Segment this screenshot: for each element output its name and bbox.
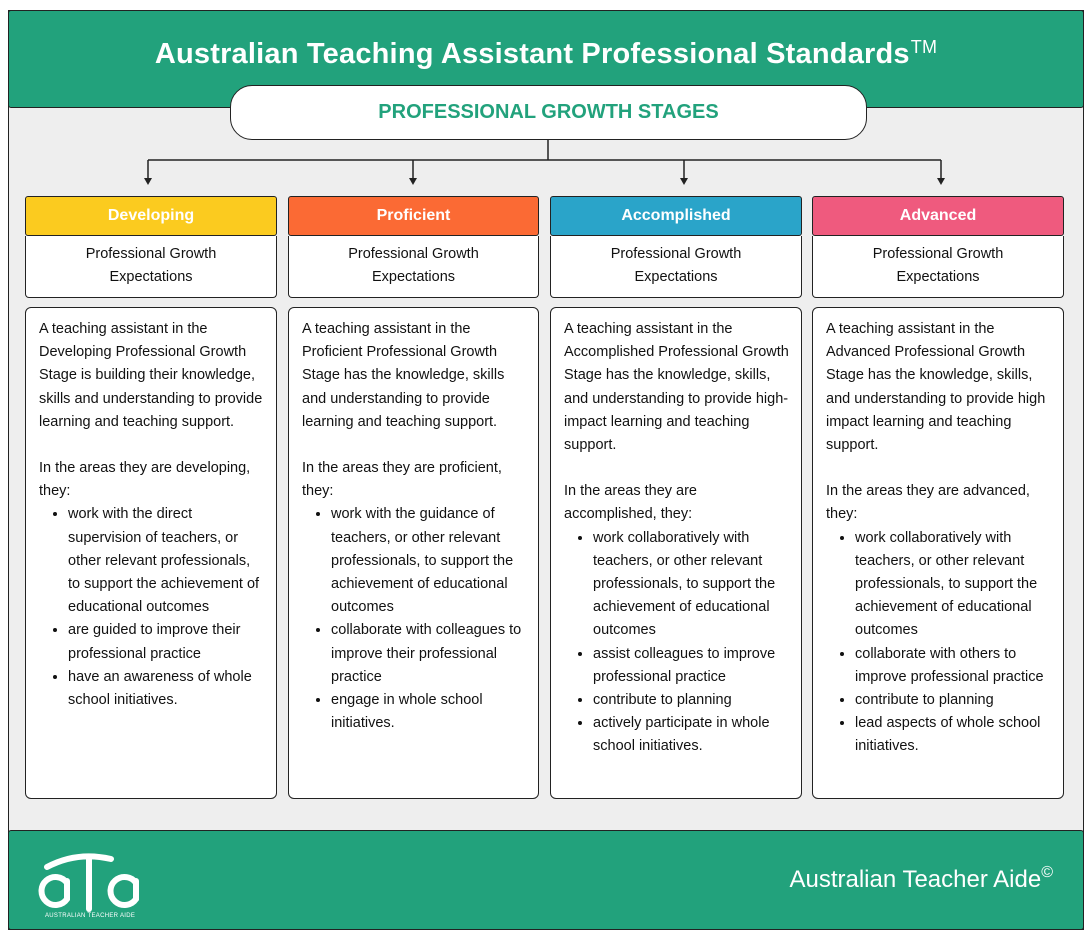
trademark-symbol: TM	[910, 37, 938, 57]
list-item: • engage in whole school initiatives.	[331, 689, 526, 735]
subtitle-line: Expectations	[896, 269, 980, 285]
subtitle-line: Professional Growth	[610, 246, 742, 262]
ata-logo-icon	[37, 853, 152, 915]
stage-name: Accomplished	[621, 207, 731, 224]
stage-bullets	[39, 503, 264, 712]
list-item: • contribute to planning	[855, 689, 1051, 712]
list-item: • work collaboratively with teachers, or other relevant professionals, to support the achievement of educational outcomes	[855, 527, 1051, 643]
subtitle-line: Professional Growth	[872, 246, 1004, 262]
stage-header-advanced	[812, 196, 1064, 236]
list-item: • work with the guidance of teachers, or other relevant professionals, to support the achievement of educational outcomes	[331, 503, 526, 619]
growth-stages-label: PROFESSIONAL GROWTH STAGES	[378, 101, 719, 123]
stage-header-accomplished	[550, 196, 802, 236]
list-item: • contribute to planning	[593, 689, 789, 712]
list-item: • assist colleagues to improve professional practice	[593, 643, 789, 689]
list-item: • are guided to improve their professional practice	[68, 619, 264, 665]
stage-bullets	[302, 503, 526, 735]
subtitle-line: Expectations	[371, 269, 456, 285]
list-item: • collaborate with others to improve professional practice	[855, 643, 1051, 689]
stage-name: Proficient	[376, 207, 451, 224]
logo-subtext: AUSTRALIAN TEACHER AIDE	[45, 913, 136, 919]
subtitle-line: Expectations	[634, 269, 718, 285]
arrow-down-icon	[144, 178, 152, 185]
list-item: • actively participate in whole school initiatives.	[593, 712, 789, 758]
stage-body-developing	[25, 307, 277, 799]
list-item: • have an awareness of whole school initiatives.	[68, 666, 264, 712]
footer-bar	[8, 830, 1084, 930]
stage-intro: A teaching assistant in the Accomplished Professional Growth Stage has the knowledge, skills, and understanding to provide high-impact learning and teaching support.	[564, 321, 789, 454]
copyright-symbol: ©	[1041, 864, 1053, 881]
stage-subtitle-advanced	[812, 236, 1064, 298]
stage-body-accomplished	[550, 307, 802, 799]
stage-subtitle-accomplished	[550, 236, 802, 298]
stage-lead: In the areas they are advanced, they:	[826, 483, 1030, 523]
list-item: • work collaboratively with teachers, or other relevant professionals, to support the achievement of educational outcomes	[593, 527, 789, 643]
subtitle-line: Professional Growth	[348, 246, 479, 262]
stage-header-proficient	[288, 196, 539, 236]
stage-name: Advanced	[899, 207, 977, 224]
stage-body-advanced	[812, 307, 1064, 799]
list-item: • collaborate with colleagues to improve their professional practice	[331, 619, 526, 689]
subtitle-line: Professional Growth	[85, 246, 217, 262]
stage-body-proficient	[288, 307, 539, 799]
brand-name: Australian Teacher Aide©	[789, 864, 1053, 893]
stage-lead: In the areas they are proficient, they:	[302, 460, 502, 500]
arrow-down-icon	[937, 178, 945, 185]
stage-subtitle-proficient	[288, 236, 539, 298]
stage-header-developing	[25, 196, 277, 236]
subtitle-line: Expectations	[109, 269, 193, 285]
stage-intro: A teaching assistant in the Developing Professional Growth Stage is building their knowledge, skills and understanding to provide learning and teaching support.	[39, 321, 263, 430]
stage-intro: A teaching assistant in the Proficient Professional Growth Stage has the knowledge, skills and understanding to provide learning and teaching support.	[302, 321, 505, 430]
stage-subtitle-developing	[25, 236, 277, 298]
growth-stages-banner	[230, 85, 867, 140]
stage-bullets	[564, 527, 789, 759]
arrow-down-icon	[409, 178, 417, 185]
list-item: • work with the direct supervision of teachers, or other relevant professionals, to support the achievement of educational outcomes	[68, 503, 264, 619]
stage-lead: In the areas they are accomplished, they:	[564, 483, 697, 523]
page-title: Australian Teaching Assistant Professional Standards™	[154, 37, 938, 70]
stage-intro: A teaching assistant in the Advanced Professional Growth Stage has the knowledge, skills, and understanding to provide high impact learning and teaching support.	[826, 321, 1046, 454]
stage-lead: In the areas they are developing, they:	[39, 460, 251, 500]
arrow-down-icon	[680, 178, 688, 185]
list-item: • lead aspects of whole school initiatives.	[855, 712, 1051, 758]
stage-name: Developing	[107, 207, 195, 224]
stage-bullets	[826, 527, 1051, 759]
